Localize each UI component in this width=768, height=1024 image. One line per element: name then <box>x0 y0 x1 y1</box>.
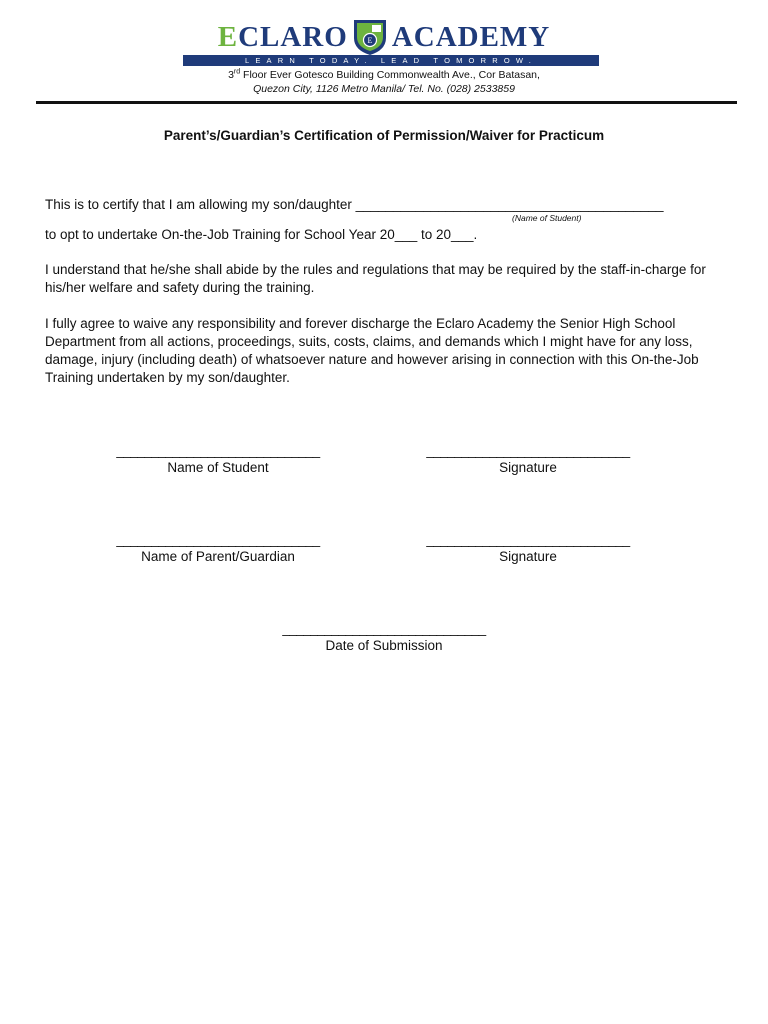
waiver-paragraph: I fully agree to waive any responsibility and forever discharge the Eclaro Academy the Senior High School Department from all actions, proceedings, suits, costs, claims, and demands which I might have for any loss, damage, injury (including death) of whatsoever nature and however arising in connection with this On-the-Job Training undertaken by my son/daughter. <box>45 316 699 385</box>
header-divider <box>36 101 737 104</box>
parent-name-label: Name of Parent/Guardian <box>141 549 295 564</box>
student-signature-label: Signature <box>499 460 557 475</box>
student-name-block <box>98 442 338 476</box>
signature-line: _____________________________ <box>426 532 630 547</box>
school-logo <box>0 18 768 56</box>
logo-text-left: ECLARO <box>217 21 348 53</box>
school-year-paragraph: to opt to undertake On-the-Job Training for School Year 20___ to 20___. <box>45 227 478 242</box>
logo-text-right: ACADEMY <box>391 21 551 53</box>
shield-crest-icon <box>352 18 388 56</box>
student-name-label: Name of Student <box>167 460 269 475</box>
signature-line: _____________________________ <box>116 443 320 458</box>
document-title: Parent’s/Guardian’s Certification of Permission/Waiver for Practicum <box>163 128 605 143</box>
tagline-bar: LEARN TODAY. LEAD TOMORROW. <box>183 55 599 66</box>
date-of-submission-block <box>264 620 504 654</box>
certify-paragraph: This is to certify that I am allowing my son/daughter _________________________________________ <box>45 197 664 212</box>
address-line-2: Quezon City, 1126 Metro Manila/ Tel. No. (028) 2533859 <box>253 83 515 95</box>
parent-signature-block <box>408 531 648 565</box>
rules-paragraph: I understand that he/she shall abide by the rules and regulations that may be required by the staff-in-charge for his/her welfare and safety during the training. <box>45 262 706 295</box>
signature-line: _____________________________ <box>426 443 630 458</box>
signature-line: _____________________________ <box>116 532 320 547</box>
student-signature-block <box>408 442 648 476</box>
svg-text:E: E <box>367 36 373 45</box>
parent-name-block <box>98 531 338 565</box>
student-name-caption: (Name of Student) <box>512 213 582 223</box>
address-line-1: 3rd Floor Ever Gotesco Building Commonwealth Ave., Cor Batasan, <box>228 68 540 81</box>
parent-signature-label: Signature <box>499 549 557 564</box>
date-of-submission-label: Date of Submission <box>325 638 443 653</box>
signature-line: _____________________________ <box>282 621 486 636</box>
